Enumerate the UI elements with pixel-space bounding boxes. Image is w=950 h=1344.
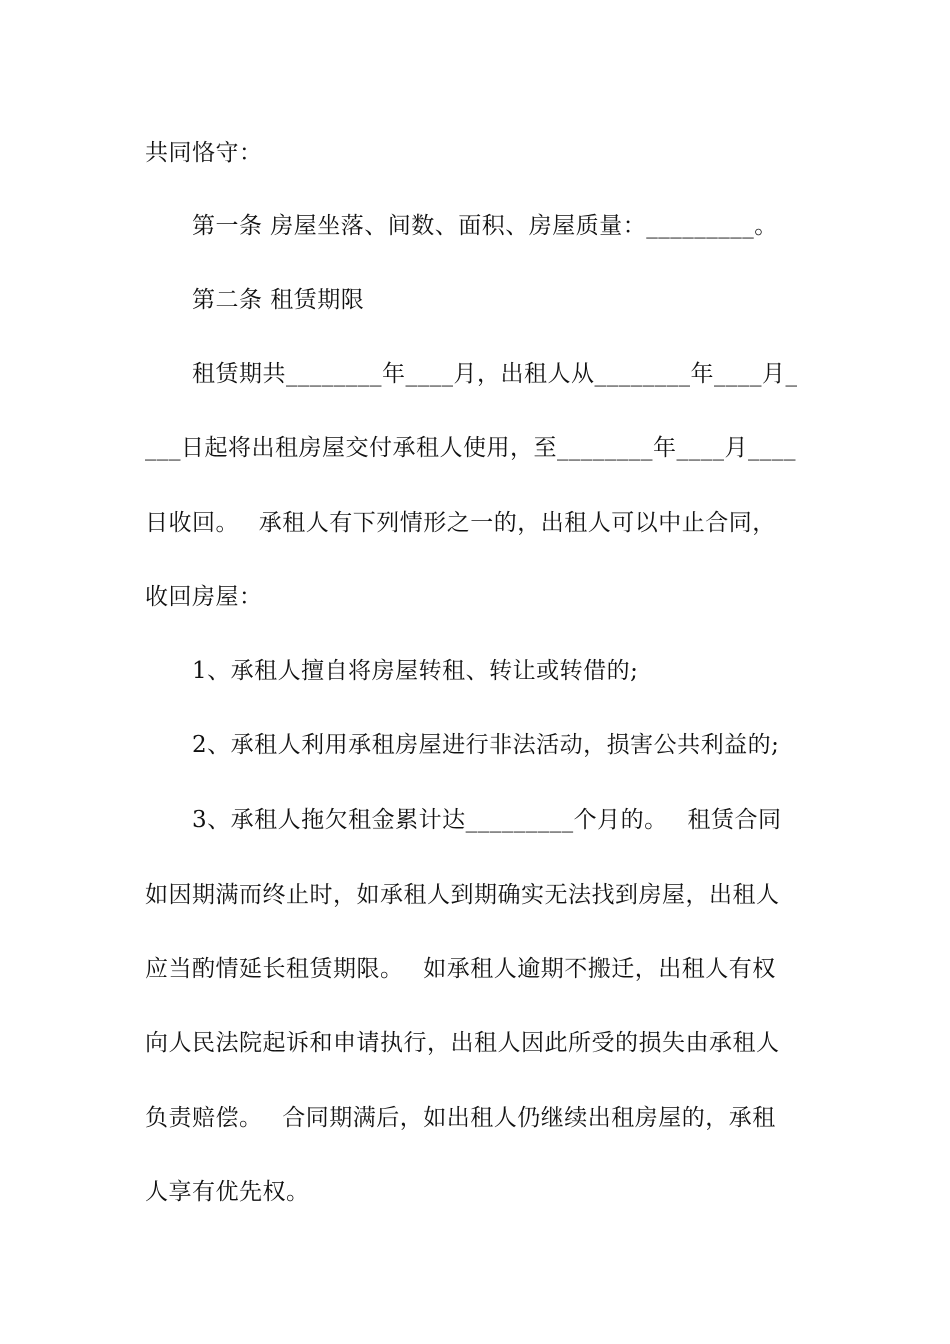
text-line: 负责赔偿。 合同期满后，如出租人仍继续出租房屋的，承租 (145, 1105, 776, 1131)
text-line: ___日起将出租房屋交付承租人使用，至________年____月____ (145, 435, 796, 461)
text-line: 应当酌情延长租赁期限。 如承租人逾期不搬迁，出租人有权 (145, 956, 776, 982)
text-line: 共同恪守： (145, 140, 263, 166)
list-item: 3、承租人拖欠租金累计达_________个月的。 租赁合同 (192, 807, 782, 833)
list-item: 1、承租人擅自将房屋转租、转让或转借的; (192, 658, 639, 684)
article-2-heading: 第二条 租赁期限 (192, 287, 365, 313)
text-line: 向人民法院起诉和申请执行，出租人因此所受的损失由承租人 (145, 1030, 780, 1056)
text-line: 人享有优先权。 (145, 1179, 310, 1205)
article-1-line: 第一条 房屋坐落、间数、面积、房屋质量：_________。 (192, 213, 778, 239)
text-line: 租赁期共________年____月，出租人从________年____月_ (192, 361, 798, 387)
text-line: 如因期满而终止时，如承租人到期确实无法找到房屋，出租人 (145, 882, 780, 908)
list-item: 2、承租人利用承租房屋进行非法活动，损害公共利益的; (192, 732, 780, 758)
text-line: 日收回。 承租人有下列情形之一的，出租人可以中止合同， (145, 510, 776, 536)
text-line: 收回房屋： (145, 584, 263, 610)
